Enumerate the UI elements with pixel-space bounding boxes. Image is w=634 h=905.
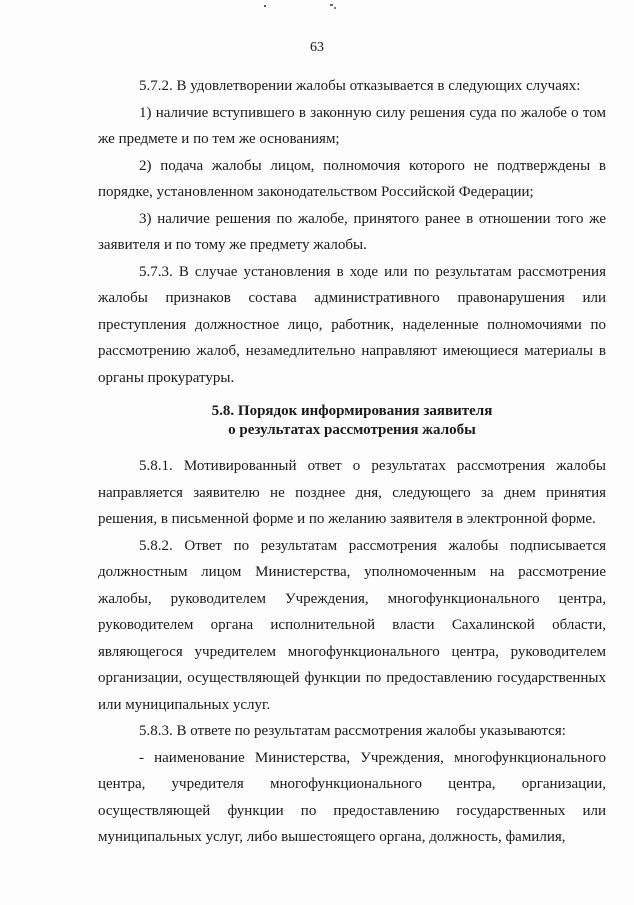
- clause-5-8-3-item-1: - наименование Министерства, Учреждения, многофункционального центра, учредителя многофункционального центра, организации, осуществляющей функции по предоставлению государственных или муниципальных услуг, либо вышестоящего органа, должность, фамилия,: [98, 749, 606, 845]
- scan-artifact-marks: [0, 4, 634, 10]
- clause-5-8-3: 5.8.3. В ответе по результатам рассмотрения жалобы указываются:: [139, 723, 566, 739]
- clause-5-7-2-item-1: 1) наличие вступившего в законную силу решения суда по жалобе о том же предмете и по тем же основаниям;: [98, 104, 606, 147]
- clause-5-7-2-item-3: 3) наличие решения по жалобе, принятого ранее в отношении того же заявителя и по тому же предмету жалобы.: [98, 210, 606, 253]
- section-heading-line-1: 5.8. Порядок информирования заявителя: [211, 403, 493, 419]
- section-heading-line-2: о результатах рассмотрения жалобы: [228, 422, 476, 438]
- page-number: 63: [310, 40, 324, 55]
- section-heading-5-8: [98, 402, 606, 440]
- clause-5-8-1: 5.8.1. Мотивированный ответ о результатах рассмотрения жалобы направляется заявителю не позднее дня, следующего за днем принятия решения, в письменной форме и по желанию заявителя в электронной форме.: [98, 458, 606, 527]
- clause-5-7-2: 5.7.2. В удовлетворении жалобы отказывается в следующих случаях:: [139, 78, 581, 94]
- clause-5-8-2: 5.8.2. Ответ по результатам рассмотрения жалобы подписывается должностным лицом Министерства, уполномоченным на рассмотрение жалобы, руководителем Учреждения, многофункционального центра, руководителем органа исполнительной власти Сахалинской области, являющегося учредителем многофункционального центра, руководителем организации, осуществляющей функции по предоставлению государственных или муниципальных услуг.: [98, 537, 606, 713]
- clause-5-7-3: 5.7.3. В случае установления в ходе или по результатам рассмотрения жалобы признаков состава административного правонарушения или преступления должностное лицо, работник, наделенные полномочиями по рассмотрению жалоб, незамедлительно направляют имеющиеся материалы в органы прокуратуры.: [98, 263, 606, 386]
- clause-5-7-2-item-2: 2) подача жалобы лицом, полномочия которого не подтверждены в порядке, установленном законодательством Российской Федерации;: [98, 157, 606, 200]
- document-body: [98, 73, 606, 851]
